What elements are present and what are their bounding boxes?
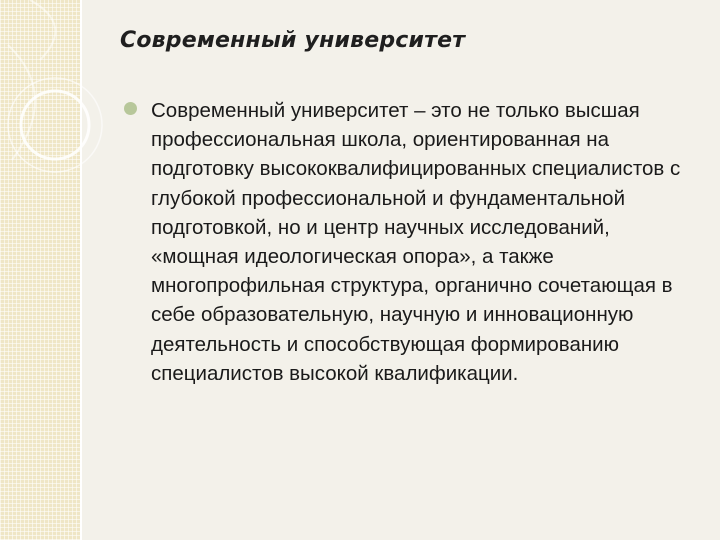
list-item <box>124 96 704 388</box>
bullet-text: Современный университет – это не только высшая профессиональная школа, ориентированная на подготовку высококвалифицированных специалистов с глубокой профессиональной и фундаментальной подготовкой, но и центр научных исследований, «мощная идеологическая опора», а также многопрофильная структура, органично сочетающая в себе образовательную, научную и инновационную деятельность и способствующая формированию специалистов высокой квалификации. <box>151 99 681 385</box>
decorative-rings-icon <box>0 0 140 260</box>
slide-content <box>124 96 704 388</box>
slide-title: Современный университет <box>120 28 466 53</box>
bullet-dot-icon <box>124 102 137 115</box>
